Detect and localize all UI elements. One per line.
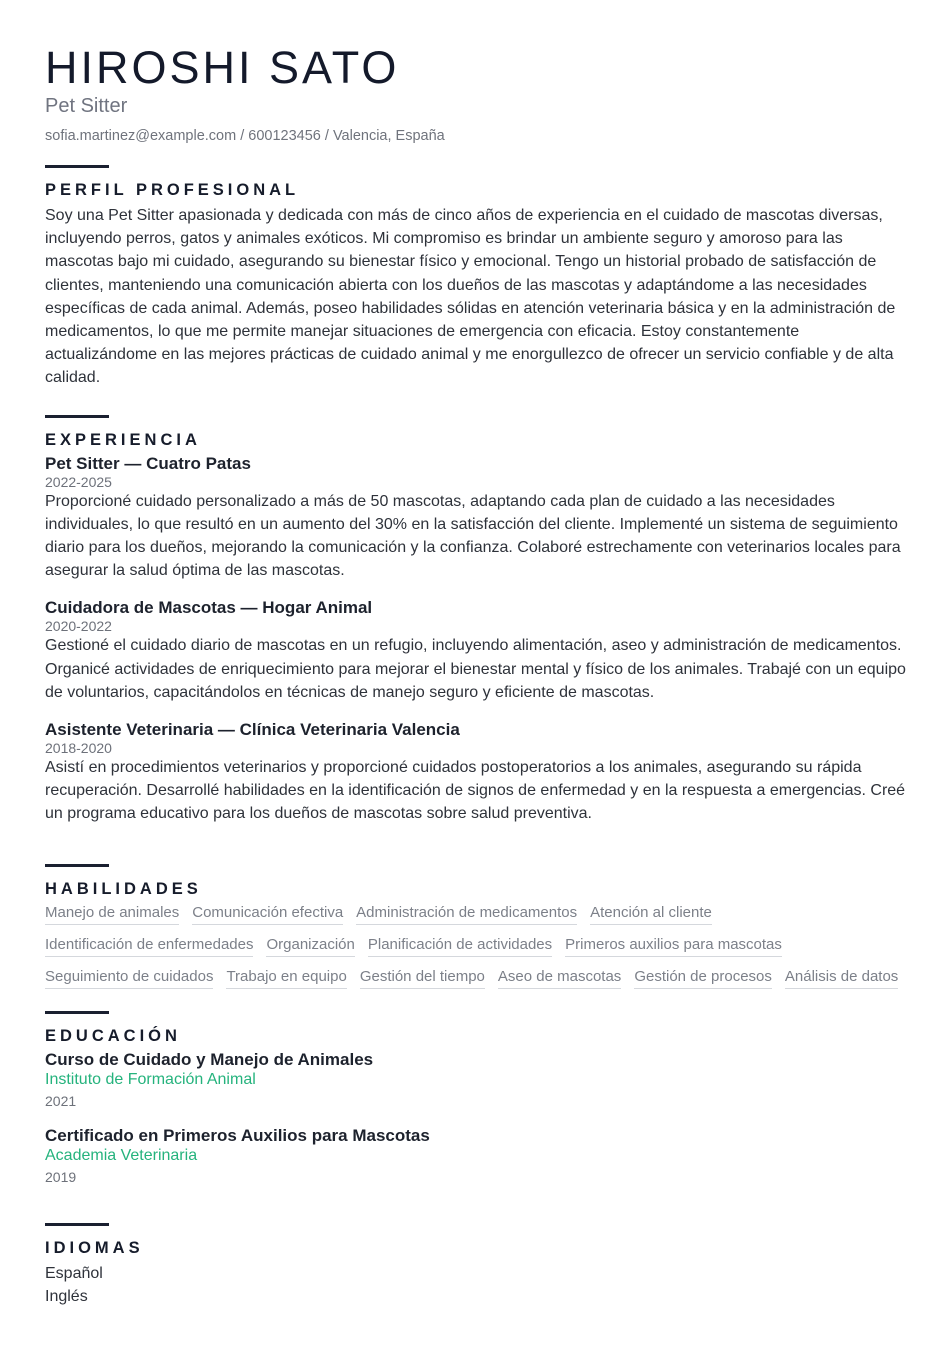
experience-role: Pet Sitter — Cuatro Patas: [45, 453, 251, 473]
education-year: 2021: [45, 1092, 77, 1109]
experience-role: Cuidadora de Mascotas — Hogar Animal: [45, 598, 373, 618]
education-degree: Certificado en Primeros Auxilios para Mascotas: [45, 1125, 430, 1145]
education-item: [45, 1050, 907, 1109]
job-title: Pet Sitter: [45, 95, 128, 117]
section-title-experience: EXPERIENCIA: [45, 430, 201, 449]
skill-tag: Manejo de animales: [45, 903, 179, 925]
skill-tag: Gestión de procesos: [634, 967, 772, 989]
contact-info: sofia.martinez@example.com / 600123456 / Valencia, España: [45, 128, 445, 144]
skill-tag: Comunicación efectiva: [192, 903, 343, 925]
skill-tag: Planificación de actividades: [368, 935, 552, 957]
section-divider: [45, 864, 109, 867]
section-title-languages: IDIOMAS: [45, 1238, 144, 1257]
education-institution: Instituto de Formación Animal: [45, 1070, 256, 1088]
skill-tag: Administración de medicamentos: [356, 903, 577, 925]
skill-tag: Análisis de datos: [785, 967, 898, 989]
skills-section: [45, 864, 907, 989]
section-divider: [45, 1011, 109, 1014]
education-section: [45, 1011, 907, 1185]
profile-section: [45, 165, 907, 390]
section-divider: [45, 1223, 109, 1226]
candidate-name: HIROSHI SATO: [45, 42, 400, 93]
language-item: Español: [45, 1264, 103, 1282]
experience-description: Proporcioné cuidado personalizado a más de 50 mascotas, adaptando cada plan de cuidado a las necesidades individuales, lo que resultó en un aumento del 30% en la satisfacción del cliente. Implementé un sistema de seguimiento diario para los dueños, mejorando la comunicación y la confianza. Colaboré estrechamente con veterinarios locales para asegurar la salud óptima de las mascotas.: [45, 492, 901, 580]
education-item: [45, 1126, 907, 1185]
section-title-profile: PERFIL PROFESIONAL: [45, 181, 300, 199]
skill-tag: Seguimiento de cuidados: [45, 967, 213, 989]
skill-tag: Aseo de mascotas: [498, 967, 621, 989]
experience-item: [45, 454, 907, 583]
skill-tag: Atención al cliente: [590, 903, 712, 925]
skill-tag: Trabajo en equipo: [226, 967, 346, 989]
education-degree: Curso de Cuidado y Manejo de Animales: [45, 1049, 374, 1069]
experience-section: [45, 415, 907, 826]
skill-tag: Identificación de enfermedades: [45, 935, 253, 957]
experience-dates: 2022-2025: [45, 473, 112, 490]
skills-list: [45, 903, 907, 989]
skill-tag: Primeros auxilios para mascotas: [565, 935, 782, 957]
language-item: Inglés: [45, 1287, 88, 1305]
skill-tag: Gestión del tiempo: [360, 967, 485, 989]
experience-item: [45, 720, 907, 826]
experience-description: Asistí en procedimientos veterinarios y proporcioné cuidados postoperatorios a los animales, asegurando su rápida recuperación. Desarrollé habilidades en la identificación de signos de enfermedad y en la respuesta a emergencias. Creé un programa educativo para los dueños de mascotas sobre salud preventiva.: [45, 759, 906, 823]
experience-description: Gestioné el cuidado diario de mascotas en un refugio, incluyendo alimentación, aseo y administración de medicamentos. Organicé actividades de enriquecimiento para mejorar el bienestar mental y físico de los animales. Trabajé con un equipo de voluntarios, capacitándolos en técnicas de manejo seguro y eficiente de mascotas.: [45, 637, 906, 701]
skill-tag: Organización: [266, 935, 354, 957]
section-title-education: EDUCACIÓN: [45, 1026, 181, 1045]
resume-header: [45, 44, 907, 146]
section-divider: [45, 165, 109, 168]
education-institution: Academia Veterinaria: [45, 1146, 198, 1164]
experience-role: Asistente Veterinaria — Clínica Veterinaria Valencia: [45, 720, 460, 740]
profile-summary: Soy una Pet Sitter apasionada y dedicada con más de cinco años de experiencia en el cuidado de mascotas diversas, incluyendo perros, gatos y animales exóticos. Mi compromiso es brindar un ambiente seguro y amoroso para las mascotas bajo mi cuidado, asegurando su bienestar físico y emocional. Tengo un historial probado de satisfacción de clientes, manteniendo una comunicación abierta con los dueños de las mascotas y adaptándome a las necesidades específicas de cada animal. Además, poseo habilidades sólidas en atención veterinaria básica y en la administración de medicamentos, lo que me permite manejar situaciones de emergencia con eficacia. Estoy constantemente actualizándome en las mejores prácticas de cuidado animal y me enorgullezco de ofrecer un servicio confiable y de alta calidad.: [45, 207, 896, 387]
languages-section: [45, 1223, 907, 1308]
education-year: 2019: [45, 1168, 77, 1185]
experience-dates: 2020-2022: [45, 618, 112, 635]
experience-item: [45, 598, 907, 704]
section-title-skills: HABILIDADES: [45, 879, 202, 898]
section-divider: [45, 415, 109, 418]
experience-dates: 2018-2020: [45, 740, 112, 757]
